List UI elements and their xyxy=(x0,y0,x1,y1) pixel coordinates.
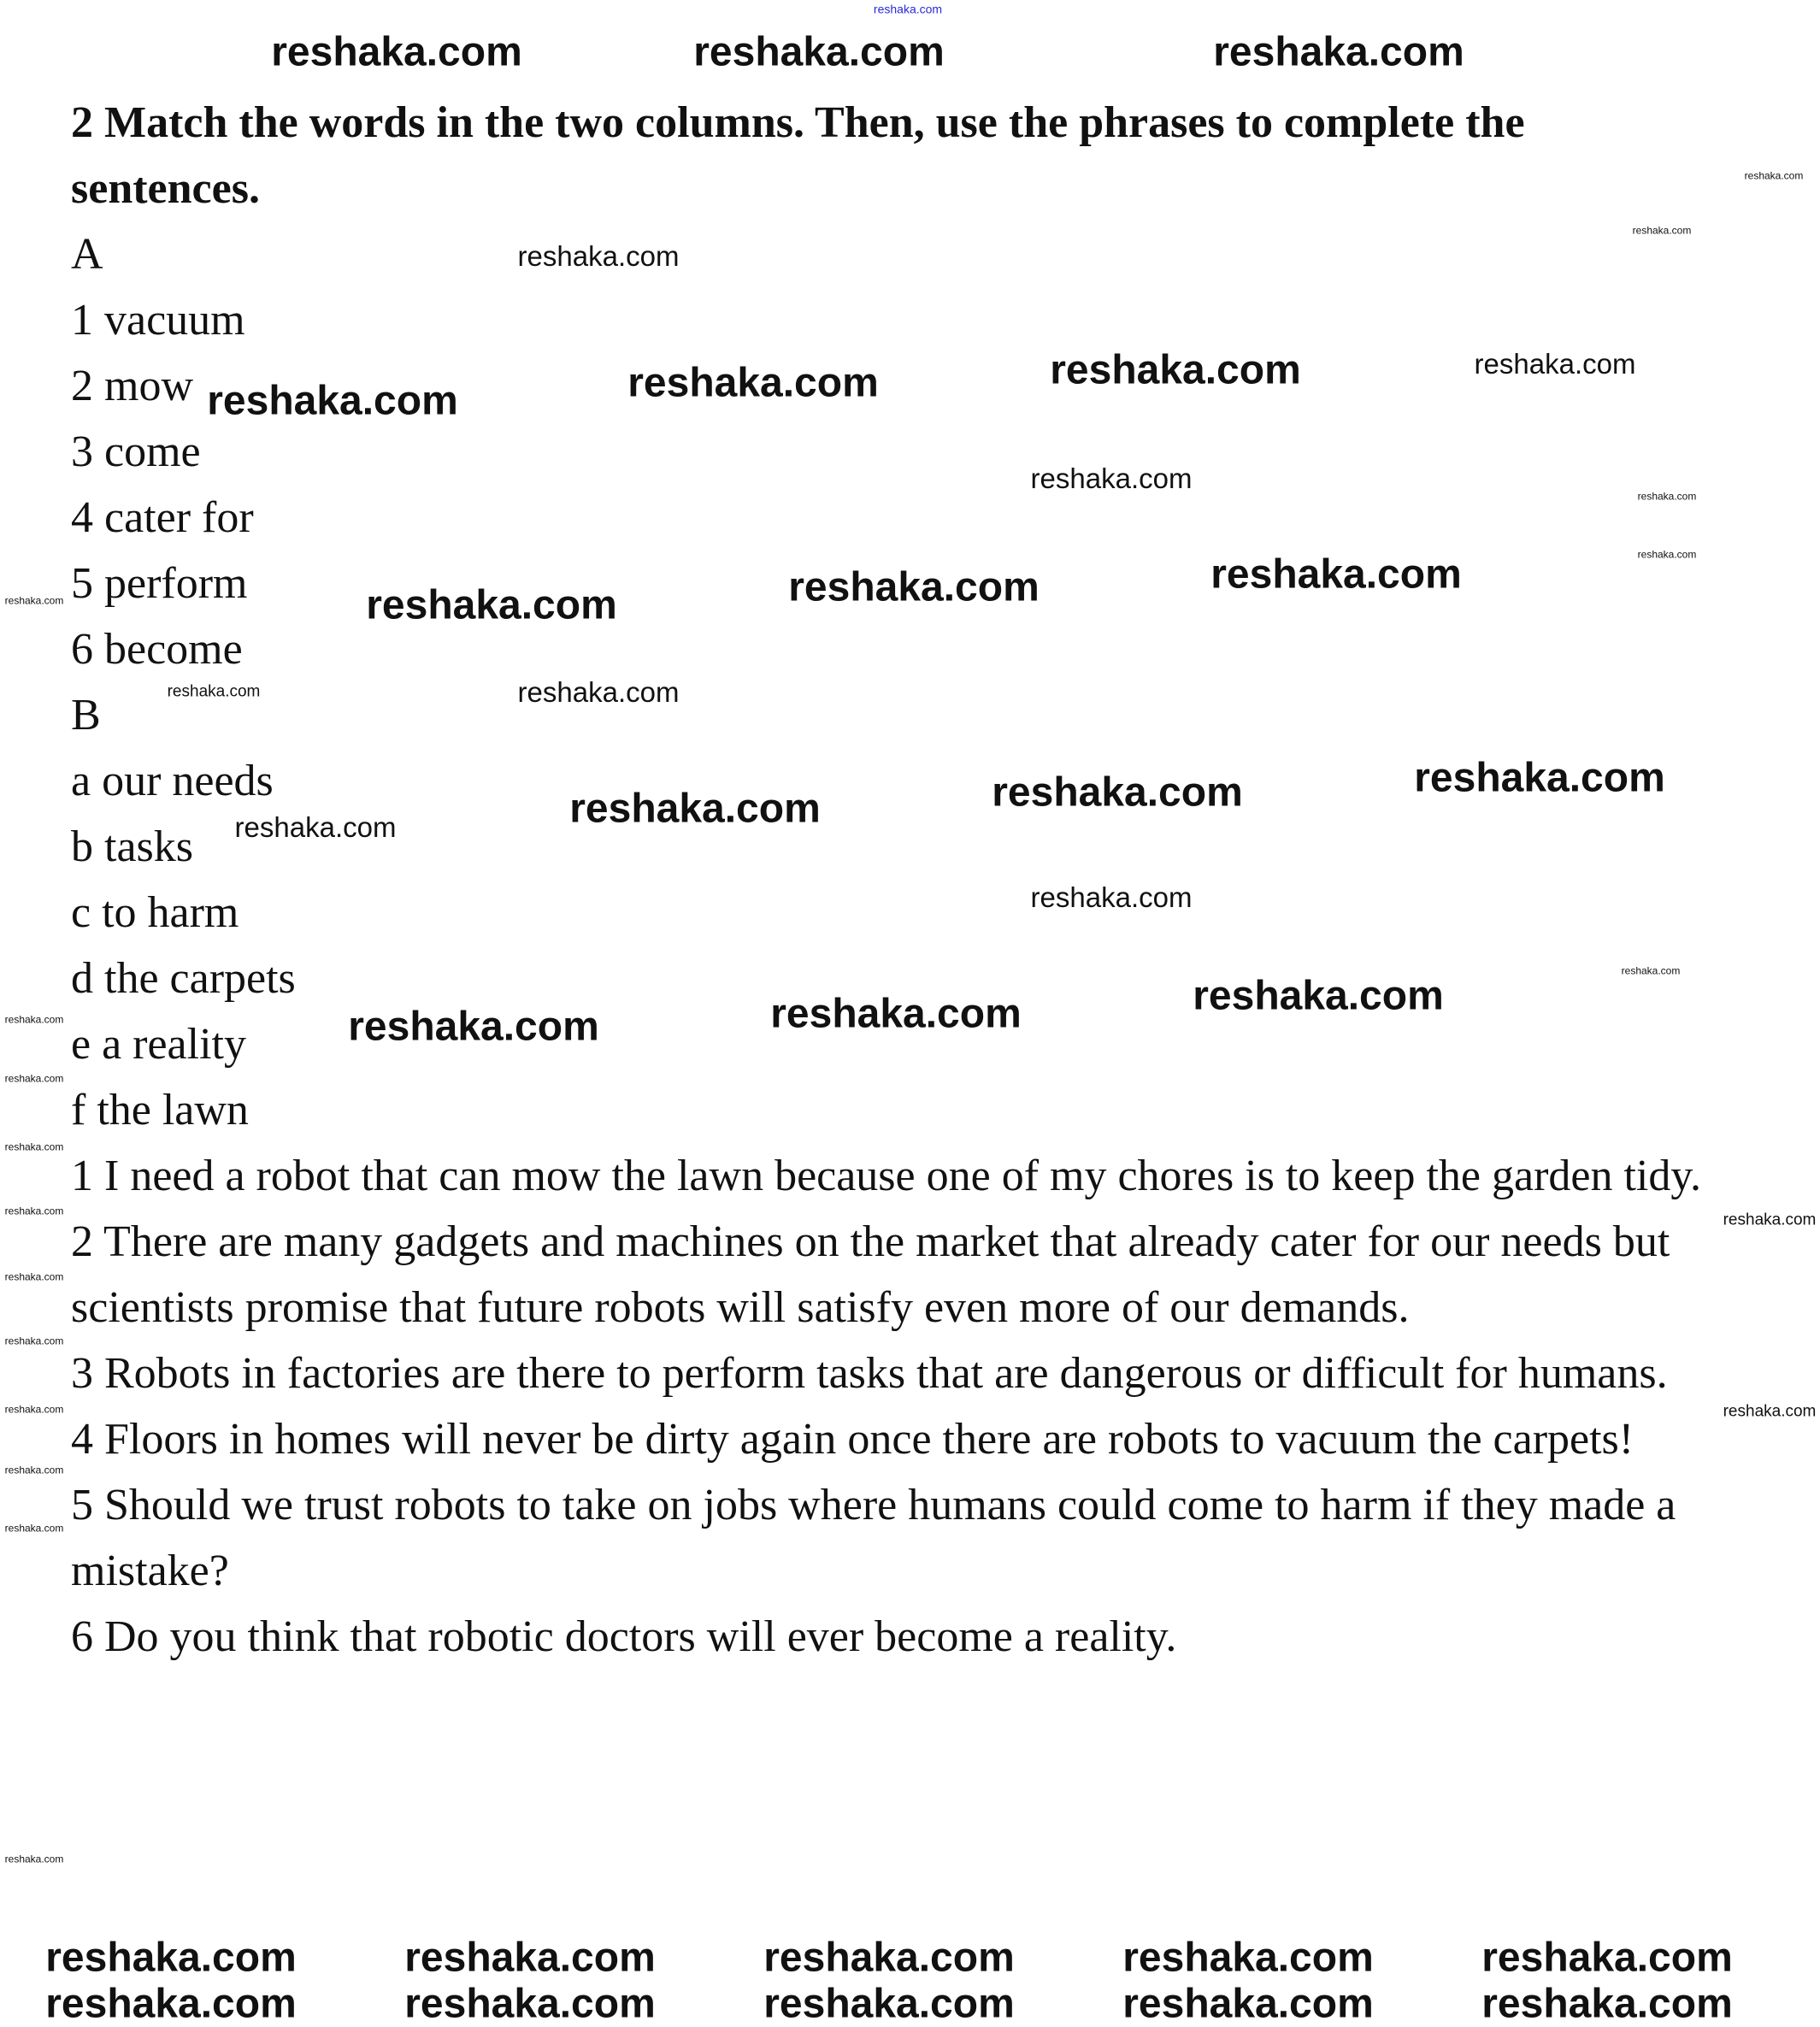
watermark: reshaka.com xyxy=(1210,551,1462,598)
column-b-item: d the carpets xyxy=(71,954,296,1003)
watermark: reshaka.com xyxy=(517,239,680,272)
watermark: reshaka.com xyxy=(45,1981,297,2027)
watermark-link[interactable]: reshaka.com xyxy=(873,2,943,16)
column-b-item: e a reality xyxy=(71,1020,246,1069)
column-b-item: f the lawn xyxy=(71,1086,249,1134)
watermark: reshaka.com xyxy=(788,564,1040,610)
watermark: reshaka.com xyxy=(1030,881,1193,913)
watermark: reshaka.com xyxy=(1414,755,1665,801)
watermark: reshaka.com xyxy=(569,786,821,832)
column-a-item: 6 become xyxy=(71,625,243,674)
watermark: reshaka.com xyxy=(45,1935,297,1981)
column-b-item: b tasks xyxy=(71,822,193,871)
watermark: reshaka.com xyxy=(1122,1981,1374,2027)
sentence: 5 Should we trust robots to take on jobs where humans could come to harm if they made a mistake? xyxy=(71,1481,1676,1595)
watermark: reshaka.com xyxy=(1481,1935,1733,1981)
watermark: reshaka.com xyxy=(4,1270,64,1283)
watermark: reshaka.com xyxy=(1481,1981,1733,2027)
watermark: reshaka.com xyxy=(404,1935,656,1981)
column-a-item: 1 vacuum xyxy=(71,296,245,345)
column-a-item: 2 mow xyxy=(71,362,193,410)
watermark: reshaka.com xyxy=(167,682,261,701)
exercise xyxy=(71,90,1721,1670)
watermark: reshaka.com xyxy=(1050,347,1301,393)
watermark: reshaka.com xyxy=(207,378,458,424)
exercise-title: 2 Match the words in the two columns. Then, use the phrases to complete the sentences. xyxy=(71,98,1525,213)
watermark: reshaka.com xyxy=(1723,1402,1817,1421)
watermark: reshaka.com xyxy=(4,1522,64,1535)
watermark: reshaka.com xyxy=(4,1335,64,1347)
watermark: reshaka.com xyxy=(271,29,522,75)
watermark: reshaka.com xyxy=(763,1981,1015,2027)
watermark: reshaka.com xyxy=(348,1004,599,1050)
watermark: reshaka.com xyxy=(627,360,879,406)
watermark: reshaka.com xyxy=(4,1013,64,1026)
watermark: reshaka.com xyxy=(4,1464,64,1476)
watermark: reshaka.com xyxy=(992,769,1243,816)
watermark: reshaka.com xyxy=(1744,169,1804,182)
sentence: 3 Robots in factories are there to perform tasks that are dangerous or difficult for humans. xyxy=(71,1349,1668,1398)
watermark: reshaka.com xyxy=(1474,347,1636,380)
column-a-item: 3 come xyxy=(71,427,201,476)
watermark: reshaka.com xyxy=(1637,548,1697,561)
sentence: 1 I need a robot that can mow the lawn because one of my chores is to keep the garden tidy. xyxy=(71,1152,1701,1200)
column-b-item: a our needs xyxy=(71,757,274,805)
watermark: reshaka.com xyxy=(404,1981,656,2027)
column-a-heading: A xyxy=(71,230,103,279)
watermark: reshaka.com xyxy=(1637,490,1697,503)
watermark: reshaka.com xyxy=(366,582,617,628)
watermark: reshaka.com xyxy=(763,1935,1015,1981)
watermark: reshaka.com xyxy=(4,1853,64,1865)
column-a-item: 4 cater for xyxy=(71,493,254,542)
watermark: reshaka.com xyxy=(4,594,64,607)
watermark: reshaka.com xyxy=(1632,224,1692,237)
watermark: reshaka.com xyxy=(4,1072,64,1085)
watermark: reshaka.com xyxy=(1621,964,1681,977)
column-b-item: c to harm xyxy=(71,888,239,937)
watermark: reshaka.com xyxy=(517,675,680,708)
sentence: 6 Do you think that robotic doctors will ever become a reality. xyxy=(71,1612,1177,1661)
watermark: reshaka.com xyxy=(4,1403,64,1416)
watermark: reshaka.com xyxy=(693,29,945,75)
watermark: reshaka.com xyxy=(1213,29,1464,75)
watermark: reshaka.com xyxy=(234,810,397,843)
watermark: reshaka.com xyxy=(770,991,1022,1037)
watermark: reshaka.com xyxy=(4,1140,64,1153)
watermark: reshaka.com xyxy=(4,1205,64,1217)
watermark: reshaka.com xyxy=(1723,1211,1817,1229)
watermark: reshaka.com xyxy=(1122,1935,1374,1981)
sentence: 4 Floors in homes will never be dirty again once there are robots to vacuum the carpets! xyxy=(71,1415,1634,1464)
column-b-heading: B xyxy=(71,691,101,740)
column-a-item: 5 perform xyxy=(71,559,248,608)
sentence: 2 There are many gadgets and machines on the market that already cater for our needs but scientists promise that future robots will satisfy even more of our demands. xyxy=(71,1217,1670,1332)
watermark: reshaka.com xyxy=(1030,462,1193,494)
watermark: reshaka.com xyxy=(1193,973,1444,1019)
